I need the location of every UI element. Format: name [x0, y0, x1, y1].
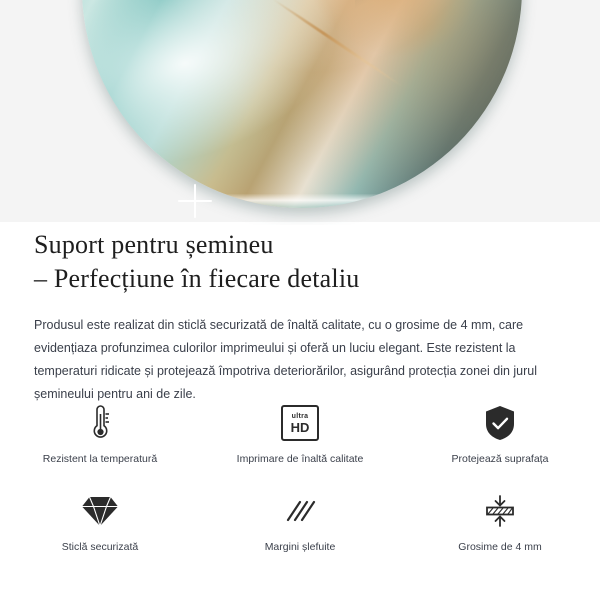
ultra-hd-big-text: HD	[290, 419, 310, 435]
feature-item-temperature	[0, 400, 200, 472]
feature-label: Rezistent la temperatură	[42, 453, 158, 465]
feature-label: Protejează suprafața	[451, 453, 549, 465]
glass-edge-highlight	[82, 194, 522, 208]
ultra-hd-small-text: ultra	[291, 412, 309, 420]
feature-item-polished-edges	[200, 488, 400, 560]
feature-grid	[0, 400, 600, 560]
feature-item-surface-protection	[400, 400, 600, 472]
feature-item-thickness	[400, 488, 600, 560]
page-title-line-2: – Perfecțiune în fiecare detaliu	[34, 264, 360, 293]
feature-label: Sticlă securizată	[61, 541, 139, 553]
page-title-line-1: Suport pentru șemineu	[34, 230, 274, 259]
hero-image	[0, 0, 600, 225]
description-paragraph: Produsul este realizat din sticlă securizată de înaltă calitate, cu o grosime de 4 mm, care evidențiaza profunzimea culorilor imprimeului și oferă un luciu elegant. Este rezistent la temperaturi ridicate și protejează împotriva deteriorărilor, asigurând protecția zonei din jurul șemineului pentru ani de zile.	[34, 318, 538, 401]
ultra-hd-icon	[277, 400, 323, 446]
thickness-icon	[477, 488, 523, 534]
feature-label: Grosime de 4 mm	[458, 541, 542, 553]
polished-edges-icon	[277, 488, 323, 534]
page-title	[0, 228, 600, 296]
text-content	[0, 228, 600, 406]
feature-label: Margini șlefuite	[264, 541, 336, 553]
feature-label: Imprimare de înaltă calitate	[236, 453, 364, 465]
thermometer-icon	[77, 400, 123, 446]
diamond-icon	[77, 488, 123, 534]
marble-texture-dark	[355, 0, 522, 67]
feature-item-tempered-glass	[0, 488, 200, 560]
feature-item-print-quality	[200, 400, 400, 472]
shield-check-icon	[477, 400, 523, 446]
